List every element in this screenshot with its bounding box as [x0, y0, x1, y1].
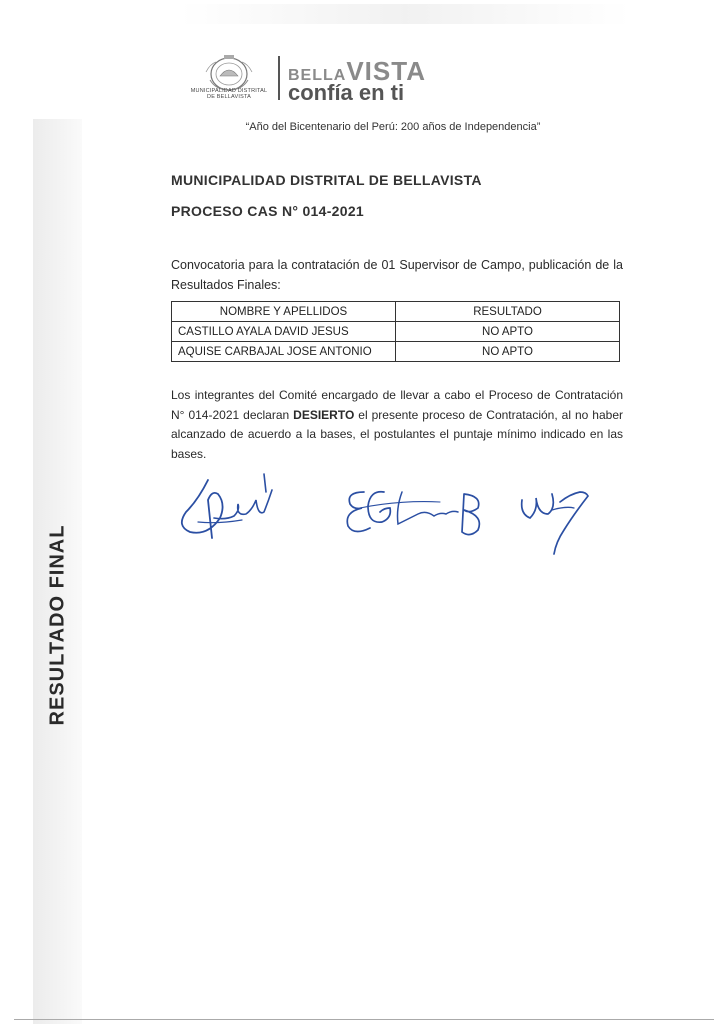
closing-text-start: Los integrantes del Comité encargado de llevar a cabo el Proceso de Contratación N° 014-2021 declaran — [171, 388, 623, 422]
brand-name: VISTA — [346, 56, 426, 86]
candidate-result: NO APTO — [396, 322, 620, 342]
seal-caption-line2: DE BELLAVISTA — [207, 94, 251, 100]
signature-1 — [168, 460, 288, 550]
process-number: PROCESO CAS N° 014-2021 — [171, 203, 365, 219]
institution-title: MUNICIPALIDAD DISTRITAL DE BELLAVISTA — [171, 172, 482, 188]
table-row — [172, 342, 620, 362]
table-header-row — [172, 302, 620, 322]
header-divider — [278, 56, 280, 100]
closing-text-end: el presente proceso de Contratación, al no haber alcanzado de acuerdo a la bases, el postulantes el puntaje mínimo indicado en las bases. — [171, 407, 623, 461]
brand-prefix: BELLA — [288, 67, 347, 84]
official-motto: “Año del Bicentenario del Perú: 200 años de Independencia” — [245, 121, 541, 133]
intro-paragraph: Convocatoria para la contratación de 01 Supervisor de Campo, publicación de la Resultados Finales: — [171, 258, 623, 292]
results-table — [171, 301, 620, 362]
candidate-name: AQUISE CARBAJAL JOSE ANTONIO — [172, 342, 396, 362]
column-header-result: RESULTADO — [396, 302, 620, 322]
brand-slogan: confía en ti — [288, 80, 405, 105]
closing-text-bold: DESIERTO — [293, 407, 355, 422]
side-band-label: RESULTADO FINAL — [46, 524, 69, 726]
closing-paragraph — [171, 386, 623, 464]
scan-bleed — [180, 4, 630, 24]
candidate-result: NO APTO — [396, 342, 620, 362]
seal-caption — [180, 88, 278, 100]
signature-2 — [340, 478, 490, 548]
scan-bottom-edge — [14, 1019, 714, 1020]
candidate-name: CASTILLO AYALA DAVID JESUS — [172, 322, 396, 342]
seal-caption-line1: MUNICIPALIDAD DISTRITAL — [190, 88, 268, 94]
signature-3 — [508, 480, 598, 565]
table-row — [172, 322, 620, 342]
column-header-name: NOMBRE Y APELLIDOS — [172, 302, 396, 322]
